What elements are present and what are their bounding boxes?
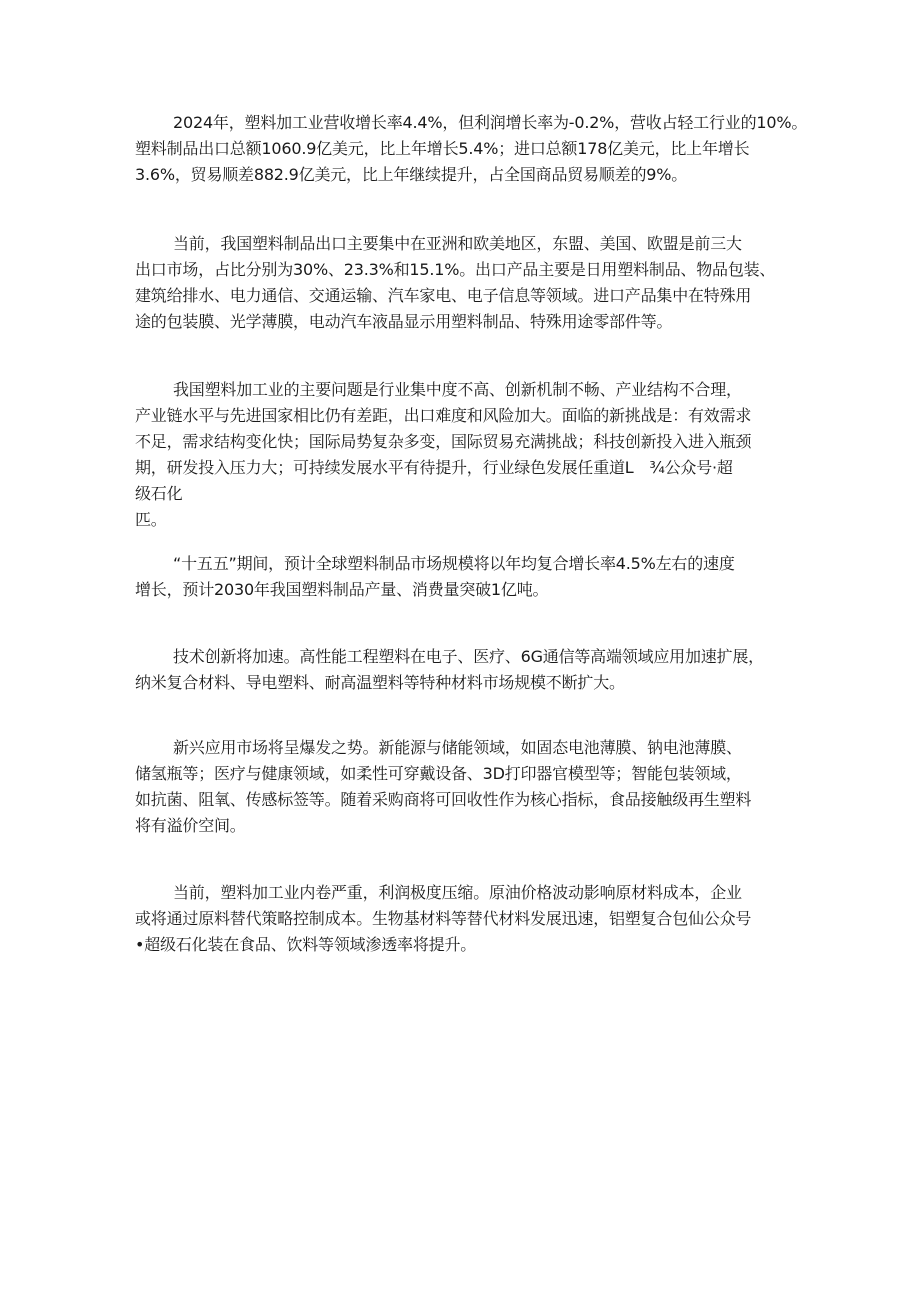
text-line: “十五五”期间，预计全球塑料制品市场规模将以年均复合增长率4.5%左右的速度	[173, 554, 735, 573]
text-line: 我国塑料加工业的主要问题是行业集中度不高、创新机制不畅、产业结构不合理，	[173, 380, 742, 399]
paragraph-emerging-markets	[135, 735, 795, 839]
text-line: 或将通过原料替代策略控制成本。生物基材料等替代材料发展迅速，铝塑复合包仙公众号	[135, 909, 752, 928]
text-line: •超级石化装在食品、饮料等领域渗透率将提升。	[135, 935, 477, 954]
paragraph-competition-costs	[135, 880, 795, 958]
text-line: 不足，需求结构变化快；国际局势复杂多变，国际贸易充满挑战；科技创新投入进入瓶颈	[135, 432, 752, 451]
text-line: 纳米复合材料、导电塑料、耐高温塑料等特种材料市场规模不断扩大。	[135, 673, 625, 692]
text-line: 储氢瓶等；医疗与健康领域，如柔性可穿戴设备、3D打印器官模型等；智能包装领域，	[135, 764, 742, 783]
text-line: 塑料制品出口总额1060.9亿美元，比上年增长5.4%；进口总额178亿美元，比上年增长	[135, 139, 750, 158]
text-line: 技术创新将加速。高性能工程塑料在电子、医疗、6G通信等高端领域应用加速扩展，	[173, 647, 764, 666]
text-line: 匹。	[135, 510, 167, 529]
paragraph-tech-innovation	[135, 644, 795, 696]
text-line: 建筑给排水、电力通信、交通运输、汽车家电、电子信息等领域。进口产品集中在特殊用	[135, 286, 752, 305]
text-line: 2024年，塑料加工业营收增长率4.4%，但利润增长率为-0.2%，营收占轻工行业的10%。	[173, 113, 808, 132]
text-line: 期，研发投入压力大；可持续发展水平有待提升，行业绿色发展任重道L ¾公众号·超	[135, 458, 733, 477]
text-line: 级石化	[135, 484, 183, 503]
text-line: 增长，预计2030年我国塑料制品产量、消费量突破1亿吨。	[135, 580, 549, 599]
text-line: 当前，我国塑料制品出口主要集中在亚洲和欧美地区，东盟、美国、欧盟是前三大	[173, 234, 742, 253]
text-line: 当前，塑料加工业内卷严重，利润极度压缩。原油价格波动影响原材料成本，企业	[173, 883, 742, 902]
text-line: 如抗菌、阻氧、传感标签等。随着采购商将可回收性作为核心指标，食品接触级再生塑料	[135, 790, 752, 809]
text-line: 出口市场，占比分别为30%、23.3%和15.1%。出口产品主要是日用塑料制品、物品包装、	[135, 260, 776, 279]
paragraph-industry-problems	[135, 377, 795, 533]
text-line: 途的包装膜、光学薄膜，电动汽车液晶显示用塑料制品、特殊用途零部件等。	[135, 312, 673, 331]
paragraph-revenue-2024	[135, 110, 808, 188]
text-line: 将有溢价空间。	[135, 816, 246, 835]
paragraph-15th-five-year-outlook	[135, 551, 795, 603]
text-line: 新兴应用市场将呈爆发之势。新能源与储能领域，如固态电池薄膜、钠电池薄膜、	[173, 738, 742, 757]
text-line: 3.6%，贸易顺差882.9亿美元，比上年继续提升，占全国商品贸易顺差的9%。	[135, 165, 688, 184]
paragraph-export-markets	[135, 231, 795, 335]
text-line: 产业链水平与先进国家相比仍有差距，出口难度和风险加大。面临的新挑战是：有效需求	[135, 406, 752, 425]
